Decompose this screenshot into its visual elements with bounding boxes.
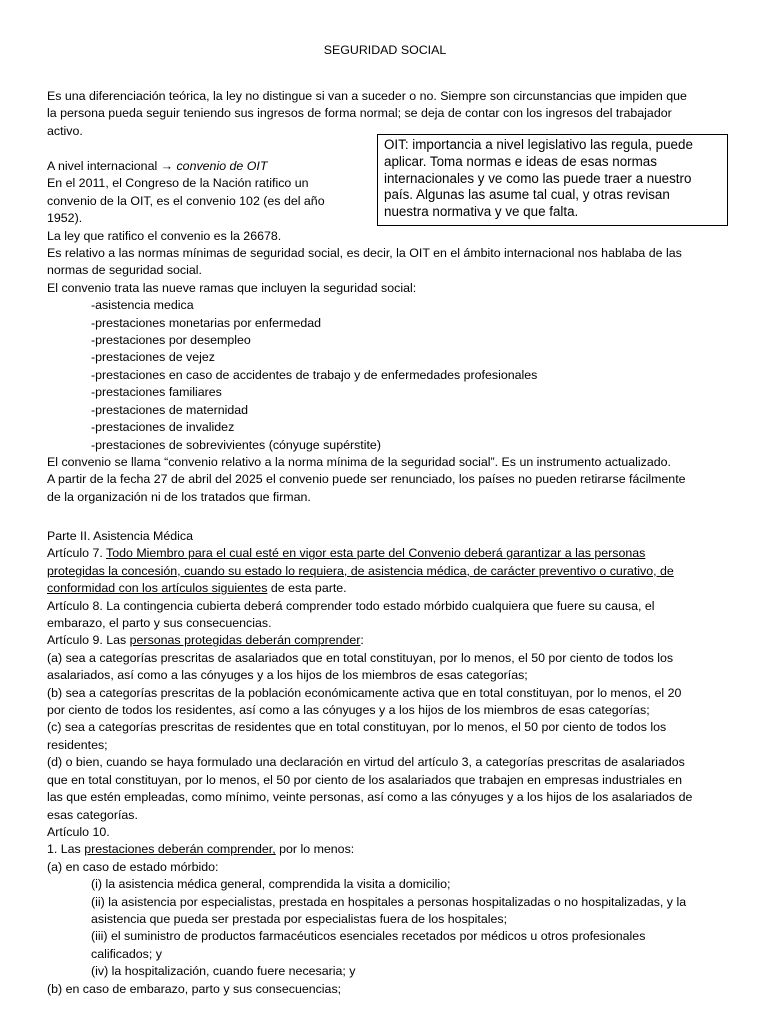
text-line: por ciento de todos los residentes, así como a las cónyuges y a los hijos de los miembros de esas categorías; xyxy=(47,703,650,718)
note-line: país. Algunas las asume tal cual, y otras revisan xyxy=(384,187,670,203)
text-line: protegidas la concesión, cuando su estado lo requiera, de asistencia médica, de carácter preventivo o curativo, de xyxy=(47,563,674,578)
text-line: 1952). xyxy=(47,211,83,226)
text-line: 1. Las prestaciones deberán comprender, por lo menos: xyxy=(47,842,355,857)
list-item: (iii) el suministro de productos farmacéuticos esenciales recetados por médicos u otros profesionales xyxy=(91,929,646,944)
list-item: -prestaciones de sobrevivientes (cónyuge supérstite) xyxy=(91,437,381,452)
text-line: (a) sea a categorías prescritas de asalariados que en total constituyan, por lo menos, el 50 por ciento de todos los xyxy=(47,650,674,665)
text-line: conformidad con los artículos siguientes de esta parte. xyxy=(47,581,347,596)
article-7: Artículo 7. Todo Miembro para el cual esté en vigor esta parte del Convenio deberá garantizar a las personas xyxy=(47,546,646,561)
text-line: activo. xyxy=(47,123,83,138)
text-line: la persona pueda seguir teniendo sus ingresos de forma normal; se deja de contar con los ingresos del trabajador xyxy=(47,106,672,121)
list-item: (ii) la asistencia por especialistas, prestada en hospitales a personas hospitalizadas o no hospitalizadas, y la xyxy=(91,894,687,909)
text-line: El convenio trata las nueve ramas que incluyen la seguridad social: xyxy=(47,280,417,295)
note-line: OIT: importancia a nivel legislativo las regula, puede xyxy=(384,137,693,152)
list-item: -asistencia medica xyxy=(91,298,194,313)
list-item: calificados; y xyxy=(91,946,162,961)
text-line: de la organización ni de los tratados que firman. xyxy=(47,489,311,504)
oit-note-box xyxy=(377,134,728,226)
list-item: -prestaciones de vejez xyxy=(91,350,215,365)
text-line: asalariados, así como a las cónyuges y a los hijos de los miembros de esas categorías; xyxy=(47,668,528,683)
list-item: -prestaciones de invalidez xyxy=(91,420,235,435)
article-9: Artículo 9. Las personas protegidas deberán comprender: xyxy=(47,633,364,648)
section-heading: Parte II. Asistencia Médica xyxy=(47,529,194,543)
parte-2 xyxy=(47,528,723,998)
text-line: que en total constituyan, por lo menos, el 50 por ciento de los asalariados que trabajen en empresas industriales en xyxy=(47,772,683,787)
note-line: nuestra normativa y ve que falta. xyxy=(384,204,579,220)
article-10: Artículo 10. xyxy=(47,824,110,839)
list-item: (i) la asistencia médica general, comprendida la visita a domicilio; xyxy=(91,877,451,892)
list-item: -prestaciones monetarias por enfermedad xyxy=(91,315,322,330)
text-line: (b) sea a categorías prescritas de la población económicamente activa que en total constituyan, por lo menos, el 20 xyxy=(47,685,682,700)
text-line: las que estén empleadas, como mínimo, veinte personas, así como a las cónyuges y a los hijos de los asalariados de xyxy=(47,790,693,805)
arrow-icon: → xyxy=(160,159,174,173)
text-line: convenio de la OIT, es el convenio 102 (es del año xyxy=(47,193,325,208)
list-item: -prestaciones familiares xyxy=(91,385,222,400)
note-line: internacionales y ve como las puede traer a nuestro xyxy=(384,170,692,186)
list-item: -prestaciones por desempleo xyxy=(91,333,251,348)
note-line: aplicar. Toma normas e ideas de esas normas xyxy=(384,153,657,169)
text-line: (d) o bien, cuando se haya formulado una declaración en virtud del artículo 3, a categorías prescritas de asalariados xyxy=(47,755,685,770)
list-item: asistencia que pueda ser prestada por especialistas fuera de los hospitales; xyxy=(91,911,508,926)
text-line: En el 2011, el Congreso de la Nación ratifico un xyxy=(47,176,309,191)
text-line: residentes; xyxy=(47,737,108,752)
text-line: (b) en caso de embarazo, parto y sus consecuencias; xyxy=(47,981,342,996)
text-line: embarazo, el parto y sus consecuencias. xyxy=(47,616,272,631)
text-line: esas categorías. xyxy=(47,807,138,822)
text-line: La ley que ratifico el convenio es la 26678. xyxy=(47,228,282,243)
document-title: SEGURIDAD SOCIAL xyxy=(323,43,447,57)
text-line: normas de seguridad social. xyxy=(47,263,202,278)
intro-paragraph xyxy=(47,88,723,140)
list-item: -prestaciones en caso de accidentes de trabajo y de enfermedades profesionales xyxy=(91,367,538,382)
text-line: Es una diferenciación teórica, la ley no distingue si van a suceder o no. Siempre son circunstancias que impiden que xyxy=(47,89,687,103)
list-item: (iv) la hospitalización, cuando fuere necesaria; y xyxy=(91,964,356,979)
text-line: Es relativo a las normas mínimas de seguridad social, es decir, la OIT en el ámbito internacional nos hablaba de las xyxy=(47,246,682,261)
art10-a-list xyxy=(47,876,723,980)
list-item: -prestaciones de maternidad xyxy=(91,402,249,417)
section-heading: A nivel internacional → convenio de OIT xyxy=(47,159,268,173)
ramas-list xyxy=(47,297,723,454)
article-8: Artículo 8. La contingencia cubierta deberá comprender todo estado mórbido cualquiera que fuere su causa, el xyxy=(47,598,655,613)
text-line: A partir de la fecha 27 de abril del 2025 el convenio puede ser renunciado, los países no pueden retirarse fácilmente xyxy=(47,472,686,487)
text-line: El convenio se llama “convenio relativo a la norma mínima de la seguridad social”. Es un instrumento actualizado. xyxy=(47,454,671,469)
text-line: (a) en caso de estado mórbido: xyxy=(47,859,219,874)
text-line: (c) sea a categorías prescritas de residentes que en total constituyan, por lo menos, el 50 por ciento de todos los xyxy=(47,720,667,735)
